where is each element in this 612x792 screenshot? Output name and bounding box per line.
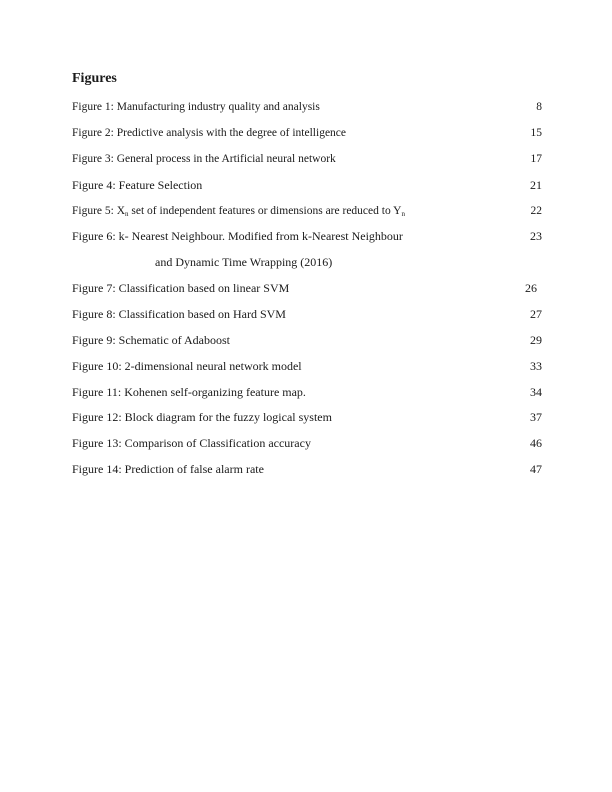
toc-entry-label: Figure 13: Comparison of Classification accuracy bbox=[72, 436, 311, 450]
toc-entry-figure-13[interactable] bbox=[72, 435, 542, 451]
toc-entry-figure-3[interactable] bbox=[72, 151, 542, 167]
subscript-n: n bbox=[125, 210, 129, 218]
toc-entry-page: 34 bbox=[530, 385, 542, 399]
toc-entry-label: Figure 12: Block diagram for the fuzzy logical system bbox=[72, 410, 332, 424]
toc-entry-label: Figure 2: Predictive analysis with the degree of intelligence bbox=[72, 127, 347, 139]
toc-entry-page: 27 bbox=[530, 307, 542, 321]
toc-entry-figure-7[interactable] bbox=[72, 280, 542, 296]
toc-entry-label: Figure 3: General process in the Artificial neural network bbox=[72, 153, 336, 165]
toc-entry-figure-1[interactable] bbox=[72, 99, 542, 115]
toc-entry-figure-5[interactable] bbox=[72, 203, 542, 219]
toc-entry-figure-11[interactable] bbox=[72, 384, 542, 400]
toc-entry-page: 37 bbox=[530, 410, 542, 424]
toc-entry-label: Figure 14: Prediction of false alarm rate bbox=[72, 462, 264, 476]
toc-entry-page: 8 bbox=[536, 101, 542, 113]
toc-entry-label-prefix: Figure 5: X bbox=[72, 205, 126, 217]
toc-entry-figure-12[interactable] bbox=[72, 409, 542, 425]
toc-entry-page: 29 bbox=[530, 333, 542, 347]
toc-entry-label: Figure 11: Kohenen self-organizing feature map. bbox=[72, 385, 306, 399]
toc-entry-page: 22 bbox=[530, 205, 542, 217]
toc-entry-figure-8[interactable] bbox=[72, 306, 542, 322]
toc-entry-label-middle: set of independent features or dimensions are reduced to Y bbox=[128, 205, 402, 217]
toc-entry-page: 47 bbox=[530, 462, 542, 476]
toc-entry-page: 21 bbox=[530, 178, 542, 192]
toc-entry-figure-4[interactable] bbox=[72, 177, 542, 193]
page-title: Figures bbox=[72, 71, 117, 86]
toc-entry-label: Figure 4: Feature Selection bbox=[72, 178, 203, 192]
toc-entry-label bbox=[72, 203, 405, 222]
toc-entry-figure-6[interactable] bbox=[72, 228, 542, 244]
toc-entry-page: 15 bbox=[530, 127, 542, 139]
toc-entry-label: Figure 10: 2-dimensional neural network model bbox=[72, 359, 302, 373]
toc-entry-figure-10[interactable] bbox=[72, 358, 542, 374]
toc-entry-page: 33 bbox=[530, 359, 542, 373]
toc-entry-label: Figure 6: k- Nearest Neighbour. Modified from k-Nearest Neighbour bbox=[72, 229, 403, 243]
toc-entry-label: Figure 1: Manufacturing industry quality and analysis bbox=[72, 101, 320, 113]
toc-entry-figure-2[interactable] bbox=[72, 125, 542, 141]
toc-entry-page: 26 bbox=[525, 281, 537, 295]
toc-entry-label: Figure 9: Schematic of Adaboost bbox=[72, 333, 230, 347]
toc-entry-figure-14[interactable] bbox=[72, 461, 542, 477]
toc-entry-page: 23 bbox=[530, 229, 542, 243]
toc-entry-page: 46 bbox=[530, 436, 542, 450]
toc-entry-continuation: and Dynamic Time Wrapping (2016) bbox=[155, 255, 333, 269]
subscript-n: n bbox=[401, 210, 405, 218]
toc-entry-label: Figure 8: Classification based on Hard SVM bbox=[72, 307, 286, 321]
toc-entry-label: Figure 7: Classification based on linear SVM bbox=[72, 281, 290, 295]
toc-entry-figure-9[interactable] bbox=[72, 332, 542, 348]
toc-entry-page: 17 bbox=[530, 153, 542, 165]
